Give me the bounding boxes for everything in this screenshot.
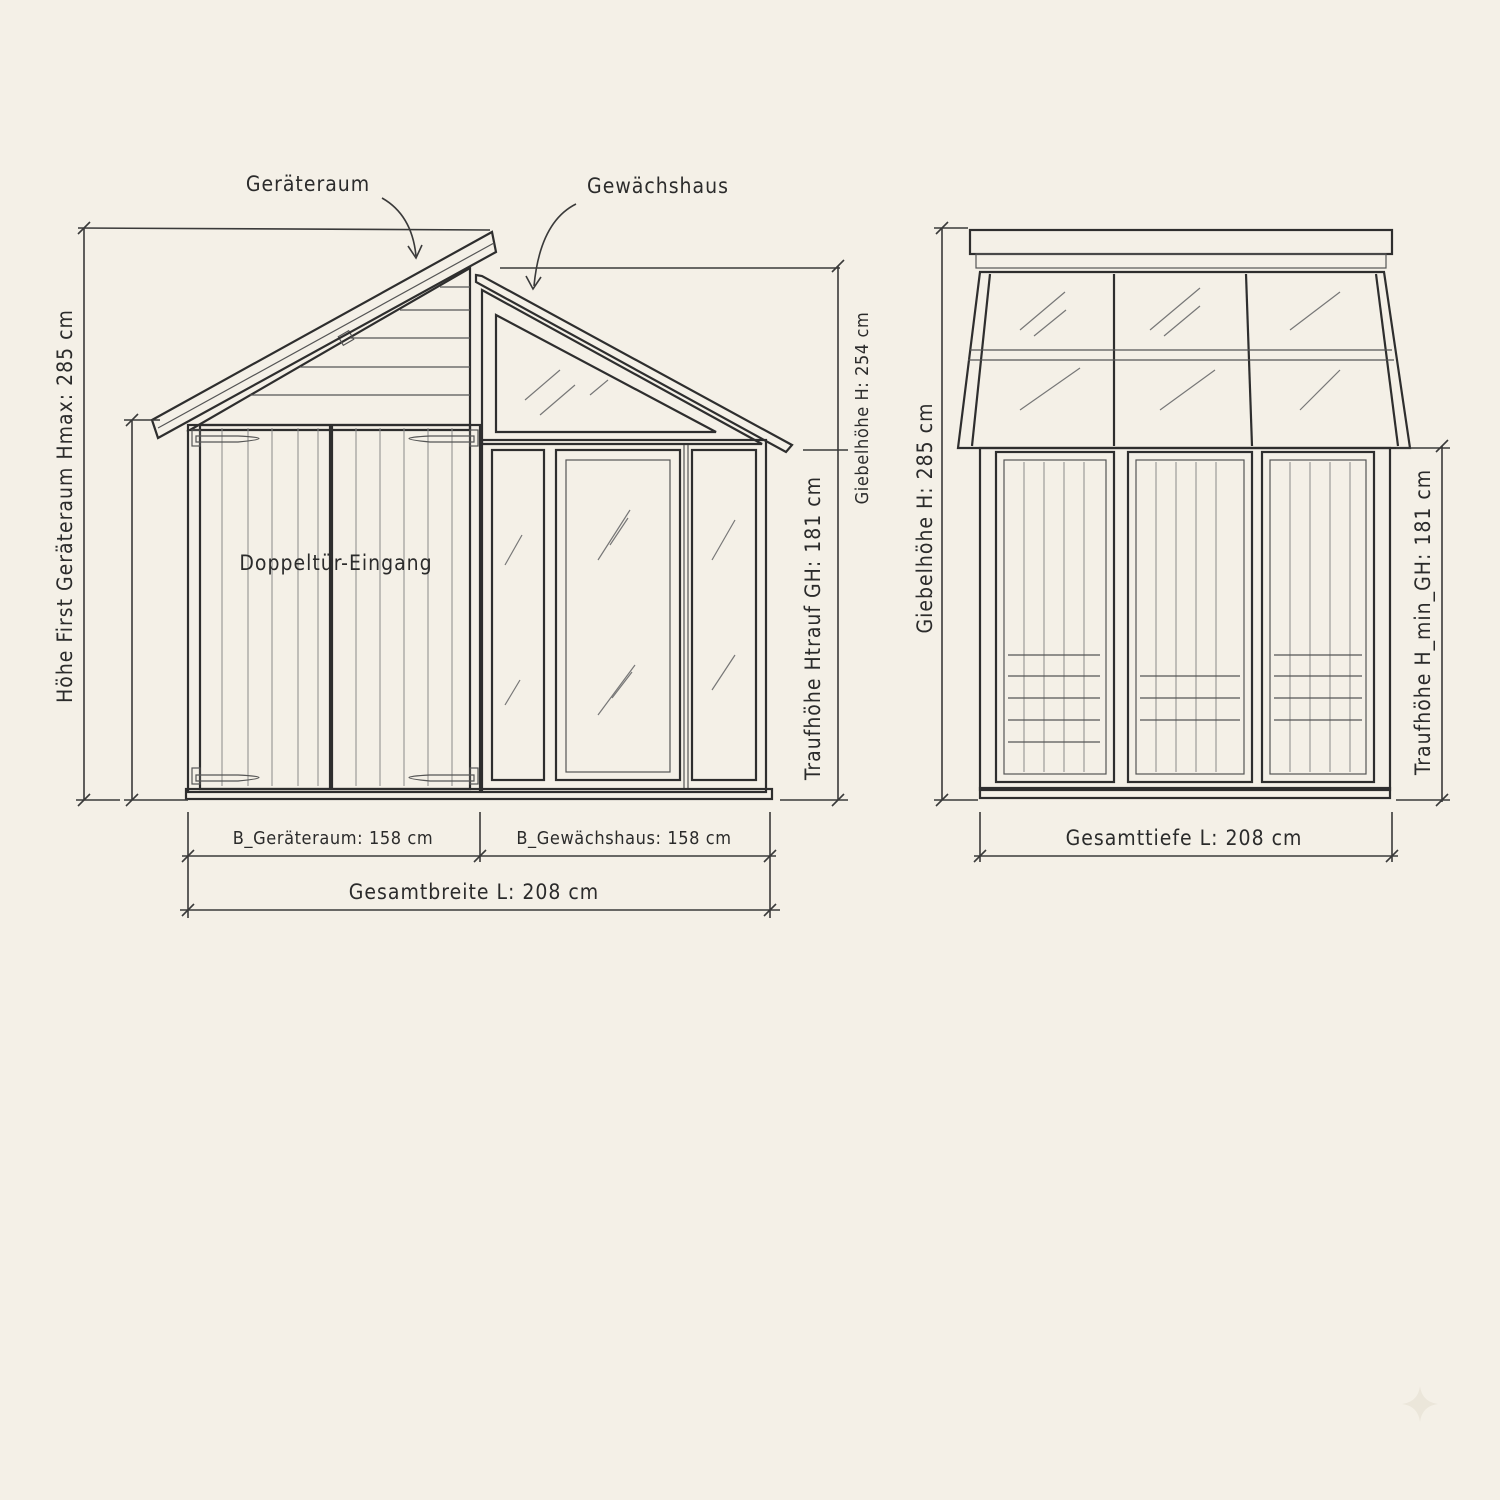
sparkle-icon	[1402, 1386, 1438, 1422]
label-gewaechshaus: Gewächshaus	[587, 174, 729, 198]
dim-traufhoehe-min: Traufhöhe H_min_GH: 181 cm	[1411, 468, 1435, 776]
front-dimensions	[76, 222, 848, 918]
dim-hoehe-first: Höhe First Geräteraum Hmax: 285 cm	[53, 309, 77, 703]
side-dimensions	[934, 222, 1450, 862]
dim-gesamtbreite: Gesamtbreite L: 208 cm	[348, 880, 600, 904]
door-hinge-icon	[192, 430, 478, 784]
dim-giebelhoehe-285: Giebelhöhe H: 285 cm	[913, 402, 937, 634]
arrow-head-icon	[526, 276, 541, 289]
greenhouse-body	[476, 275, 792, 792]
label-doppeltuer: Doppeltür-Eingang	[239, 551, 433, 575]
front-elevation	[152, 232, 792, 799]
dim-b-gewaechshaus: B_Gewächshaus: 158 cm	[516, 828, 732, 849]
dim-gesamttiefe: Gesamttiefe L: 208 cm	[1065, 826, 1303, 850]
dim-b-geraeteraum: B_Geräteraum: 158 cm	[232, 828, 434, 849]
label-geraeteraum: Geräteraum	[245, 172, 371, 196]
dim-traufhoehe-gh: Traufhöhe Htrauf GH: 181 cm	[801, 475, 825, 781]
side-elevation	[958, 230, 1410, 798]
dim-giebelhoehe-254: Giebelhöhe H: 254 cm	[852, 311, 873, 505]
shed-body	[152, 232, 496, 792]
